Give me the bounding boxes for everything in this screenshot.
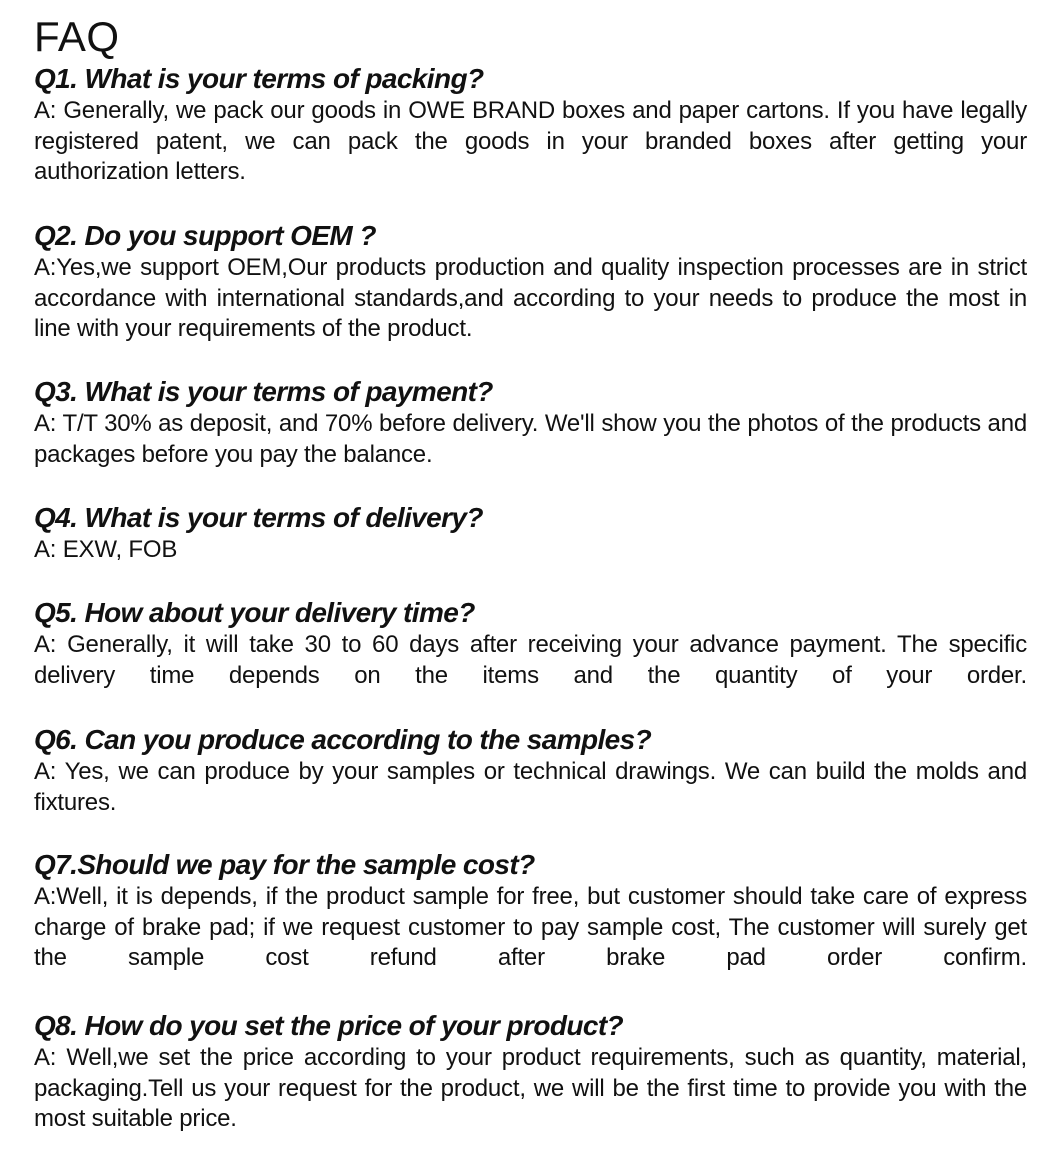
faq-question-7: Q7.Should we pay for the sample cost? xyxy=(34,849,535,880)
faq-answer-7: A:Well, it is depends, if the product sample for free, but customer should take care of express charge of brake pad; if we request customer to pay sample cost, The customer will surely get the sample cost refund after brake pad order confirm. xyxy=(34,883,1027,971)
faq-answer-3: A: T/T 30% as deposit, and 70% before delivery. We'll show you the photos of the products and packages before you pay the balance. xyxy=(34,410,1027,468)
faq-answer-1: A: Generally, we pack our goods in OWE BRAND boxes and paper cartons. If you have legally registered patent, we can pack the goods in your branded boxes after getting your authorization letters. xyxy=(34,97,1027,185)
faq-item-4 xyxy=(34,501,1027,566)
faq-item-1 xyxy=(34,62,1027,188)
faq-item-7 xyxy=(34,848,1027,974)
faq-answer-2: A:Yes,we support OEM,Our products production and quality inspection processes are in strict accordance with international standards,and according to your needs to produce the most in line with your requirements of the product. xyxy=(34,254,1027,342)
faq-answer-5: A: Generally, it will take 30 to 60 days after receiving your advance payment. The specific delivery time depends on the items and the quantity of your order. xyxy=(34,631,1027,689)
faq-answer-4: A: EXW, FOB xyxy=(34,536,178,563)
faq-question-2: Q2. Do you support OEM ? xyxy=(34,220,376,251)
faq-question-1: Q1. What is your terms of packing? xyxy=(34,63,484,94)
faq-item-5 xyxy=(34,596,1027,691)
faq-item-6 xyxy=(34,723,1027,818)
faq-answer-8: A: Well,we set the price according to your product requirements, such as quantity, material, packaging.Tell us your request for the product, we will be the first time to provide you with the most suitable price. xyxy=(34,1044,1027,1132)
faq-item-2 xyxy=(34,219,1027,345)
faq-question-6: Q6. Can you produce according to the samples? xyxy=(34,724,652,755)
faq-question-4: Q4. What is your terms of delivery? xyxy=(34,502,483,533)
faq-question-3: Q3. What is your terms of payment? xyxy=(34,376,493,407)
faq-item-3 xyxy=(34,375,1027,470)
faq-answer-6: A: Yes, we can produce by your samples or technical drawings. We can build the molds and fixtures. xyxy=(34,758,1027,816)
faq-item-8 xyxy=(34,1009,1027,1135)
faq-question-8: Q8. How do you set the price of your product? xyxy=(34,1010,624,1041)
page-title: FAQ xyxy=(34,13,120,60)
faq-question-5: Q5. How about your delivery time? xyxy=(34,597,475,628)
